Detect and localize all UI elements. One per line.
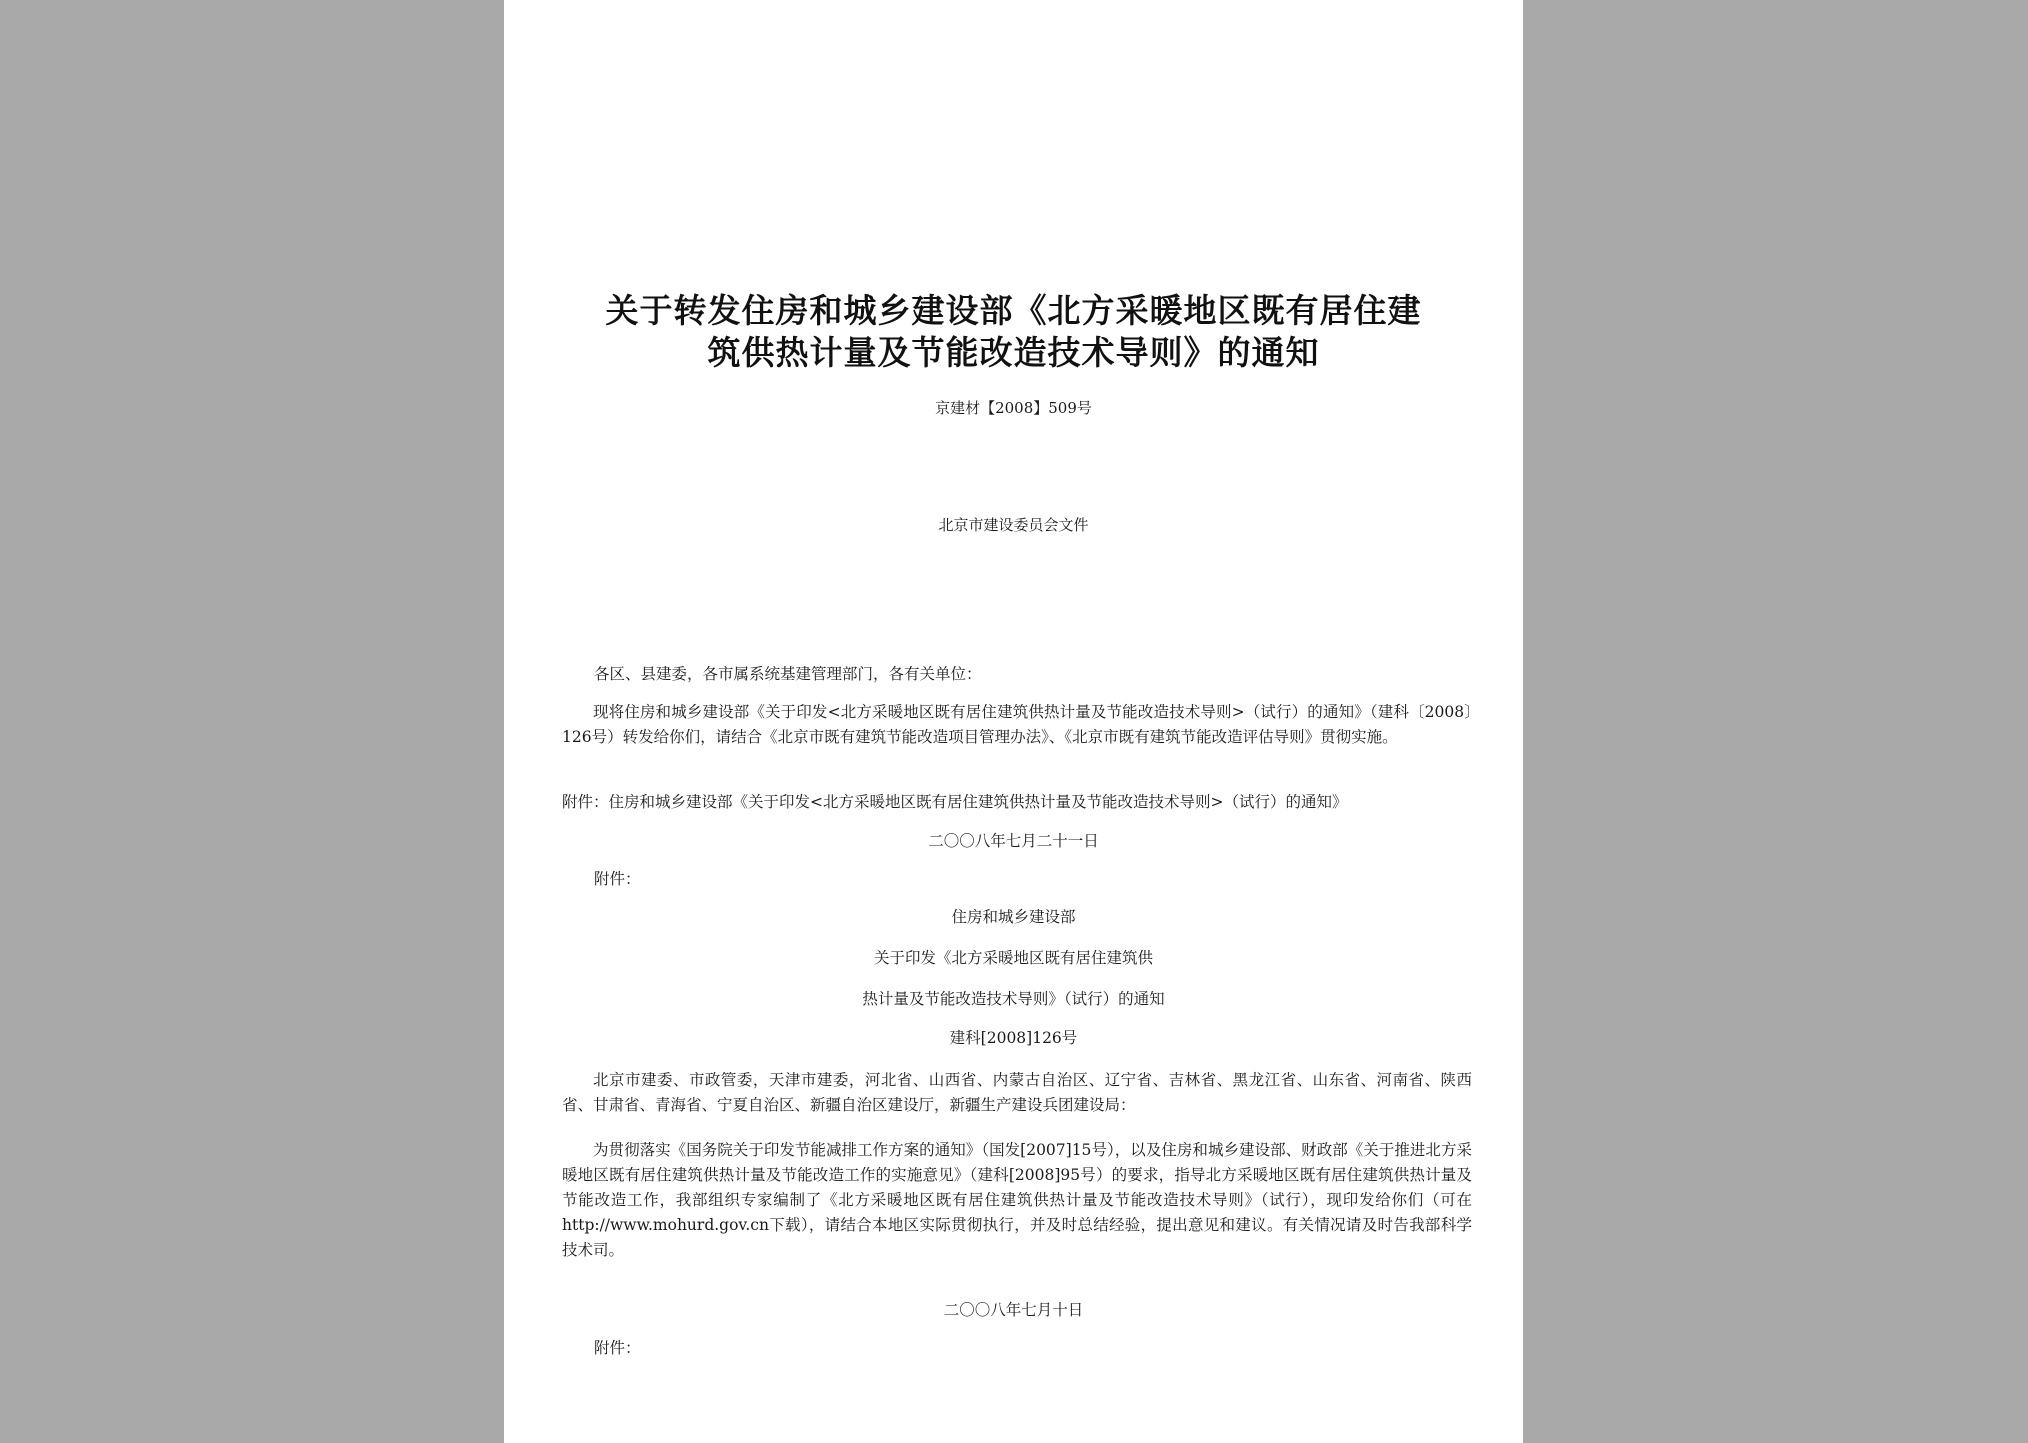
attachment-title-line-2: 热计量及节能改造技术导则》（试行）的通知 bbox=[862, 990, 1165, 1008]
attachment-title-line-1: 关于印发《北方采暖地区既有居住建筑供 bbox=[873, 949, 1153, 967]
body-paragraph: 现将住房和城乡建设部《关于印发<北方采暖地区既有居住建筑供热计量及节能改造技术导则>（试行）的通知》（建科〔2008〕126号）转发给你们，请结合《北京市既有建筑节能改造项目管理办法》、《北京市既有建筑节能改造评估导则》贯彻实施。 bbox=[562, 703, 1472, 746]
attachment-issuer: 住房和城乡建设部 bbox=[951, 908, 1076, 926]
salutation: 各区、县建委，各市属系统基建管理部门，各有关单位： bbox=[594, 665, 982, 683]
document-title-line-1: 关于转发住房和城乡建设部《北方采暖地区既有居住建 bbox=[605, 291, 1422, 330]
document-title-line-2: 筑供热计量及节能改造技术导则》的通知 bbox=[707, 333, 1320, 372]
document-page bbox=[504, 0, 1523, 1443]
attachment-recipients: 北京市建委、市政管委，天津市建委，河北省、山西省、内蒙古自治区、辽宁省、吉林省、黑龙江省、山东省、河南省、陕西省、甘肃省、青海省、宁夏自治区、新疆自治区建设厅，新疆生产建设兵团建设局： bbox=[562, 1071, 1472, 1114]
attachment-label: 附件： bbox=[594, 870, 641, 888]
issuer-line: 北京市建设委员会文件 bbox=[938, 516, 1089, 534]
attachment-body-paragraph: 为贯彻落实《国务院关于印发节能减排工作方案的通知》（国发[2007]15号），以及住房和城乡建设部、财政部《关于推进北方采暖地区既有居住建筑供热计量及节能改造工作的实施意见》（建科[2008]95号）的要求，指导北方采暖地区既有居住建筑供热计量及节能改造工作，我部组织专家编制了《北方采暖地区既有居住建筑供热计量及节能改造技术导则》（试行），现印发给你们（可在http://www.mohurd.gov.cn下载），请结合本地区实际贯彻执行，并及时总结经验，提出意见和建议。有关情况请及时告我部科学技术司。 bbox=[562, 1141, 1472, 1259]
attachment-reference: 附件：住房和城乡建设部《关于印发<北方采暖地区既有居住建筑供热计量及节能改造技术导则>（试行）的通知》 bbox=[562, 793, 1348, 811]
attachment-date: 二〇〇八年七月十日 bbox=[943, 1301, 1084, 1319]
document-title bbox=[504, 290, 1523, 374]
attachment-document-number: 建科[2008]126号 bbox=[949, 1029, 1078, 1047]
document-number: 京建材【2008】509号 bbox=[935, 399, 1092, 417]
attachment-label-2: 附件： bbox=[594, 1339, 641, 1357]
document-date: 二〇〇八年七月二十一日 bbox=[928, 832, 1099, 850]
